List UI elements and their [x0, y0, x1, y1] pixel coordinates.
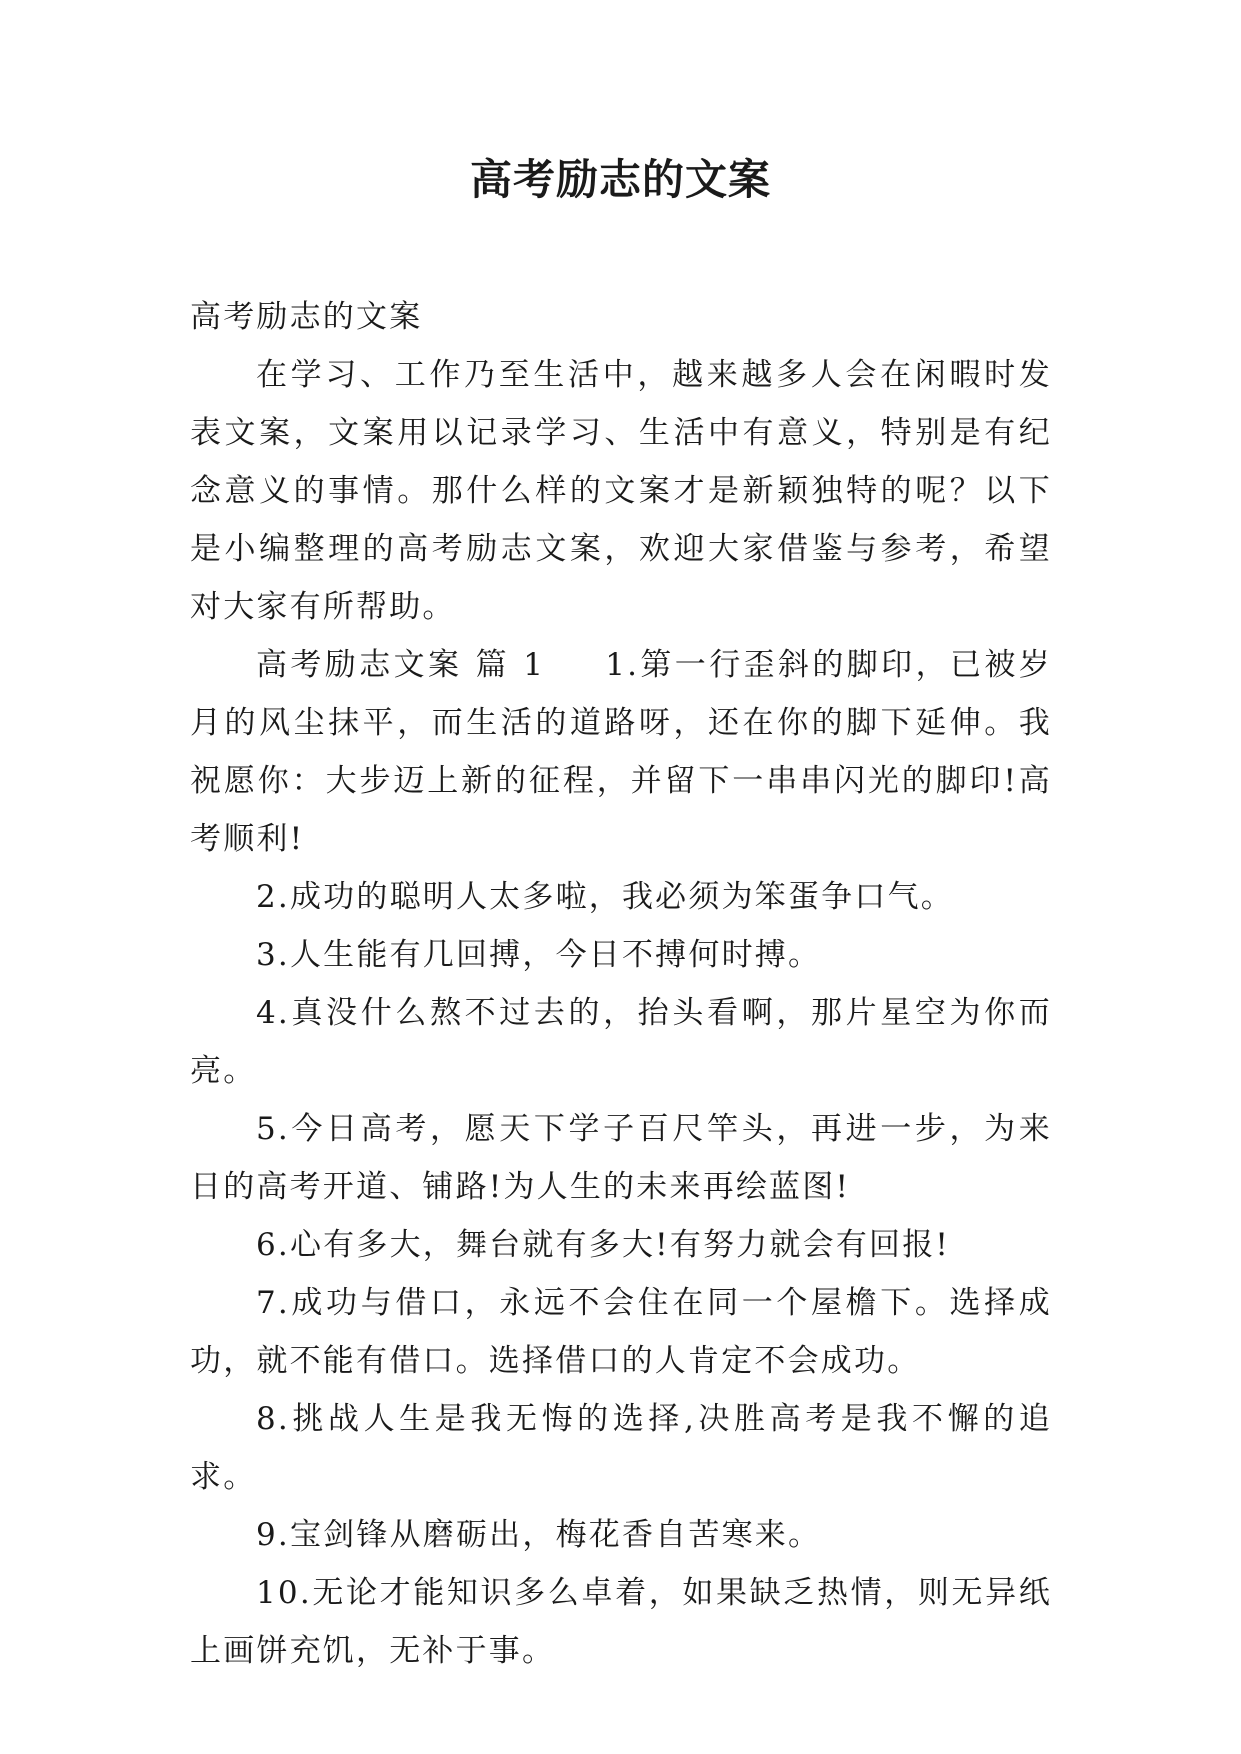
list-item: 1.第一行歪斜的脚印，已被岁月的风尘抹平，而生活的道路呀，还在你的脚下延伸。我祝愿你：大步迈上新的征程，并留下一串串闪光的脚印!高考顺利! [190, 647, 1052, 857]
list-item: 2.成功的聪明人太多啦，我必须为笨蛋争口气。 [256, 879, 954, 915]
list-item: 6.心有多大，舞台就有多大!有努力就会有回报! [256, 1227, 951, 1263]
list-item: 7.成功与借口，永远不会住在同一个屋檐下。选择成功，就不能有借口。选择借口的人肯定不会成功。 [190, 1285, 1052, 1379]
list-item: 9.宝剑锋从磨砺出，梅花香自苦寒来。 [256, 1517, 822, 1553]
list-item: 10.无论才能知识多么卓着，如果缺乏热情，则无异纸上画饼充饥，无补于事。 [190, 1575, 1052, 1669]
document-subtitle: 高考励志的文案 [190, 299, 423, 335]
section-paragraph-1 [190, 636, 1052, 868]
list-item: 3.人生能有几回搏，今日不搏何时搏。 [256, 937, 822, 973]
document-title: 高考励志的文案 [469, 155, 771, 204]
section-heading: 高考励志文案 篇 1 [256, 647, 546, 683]
list-item: 5.今日高考，愿天下学子百尺竿头，再进一步，为来日的高考开道、铺路!为人生的未来再绘蓝图! [190, 1111, 1052, 1205]
intro-paragraph: 在学习、工作乃至生活中，越来越多人会在闲暇时发表文案，文案用以记录学习、生活中有意义，特别是有纪念意义的事情。那什么样的文案才是新颖独特的呢？以下是小编整理的高考励志文案，欢迎大家借鉴与参考，希望对大家有所帮助。 [190, 357, 1052, 625]
list-item: 8.挑战人生是我无悔的选择,决胜高考是我不懈的追求。 [190, 1401, 1052, 1495]
list-item: 4.真没什么熬不过去的，抬头看啊，那片星空为你而亮。 [190, 995, 1052, 1089]
document-body [190, 288, 1052, 1680]
